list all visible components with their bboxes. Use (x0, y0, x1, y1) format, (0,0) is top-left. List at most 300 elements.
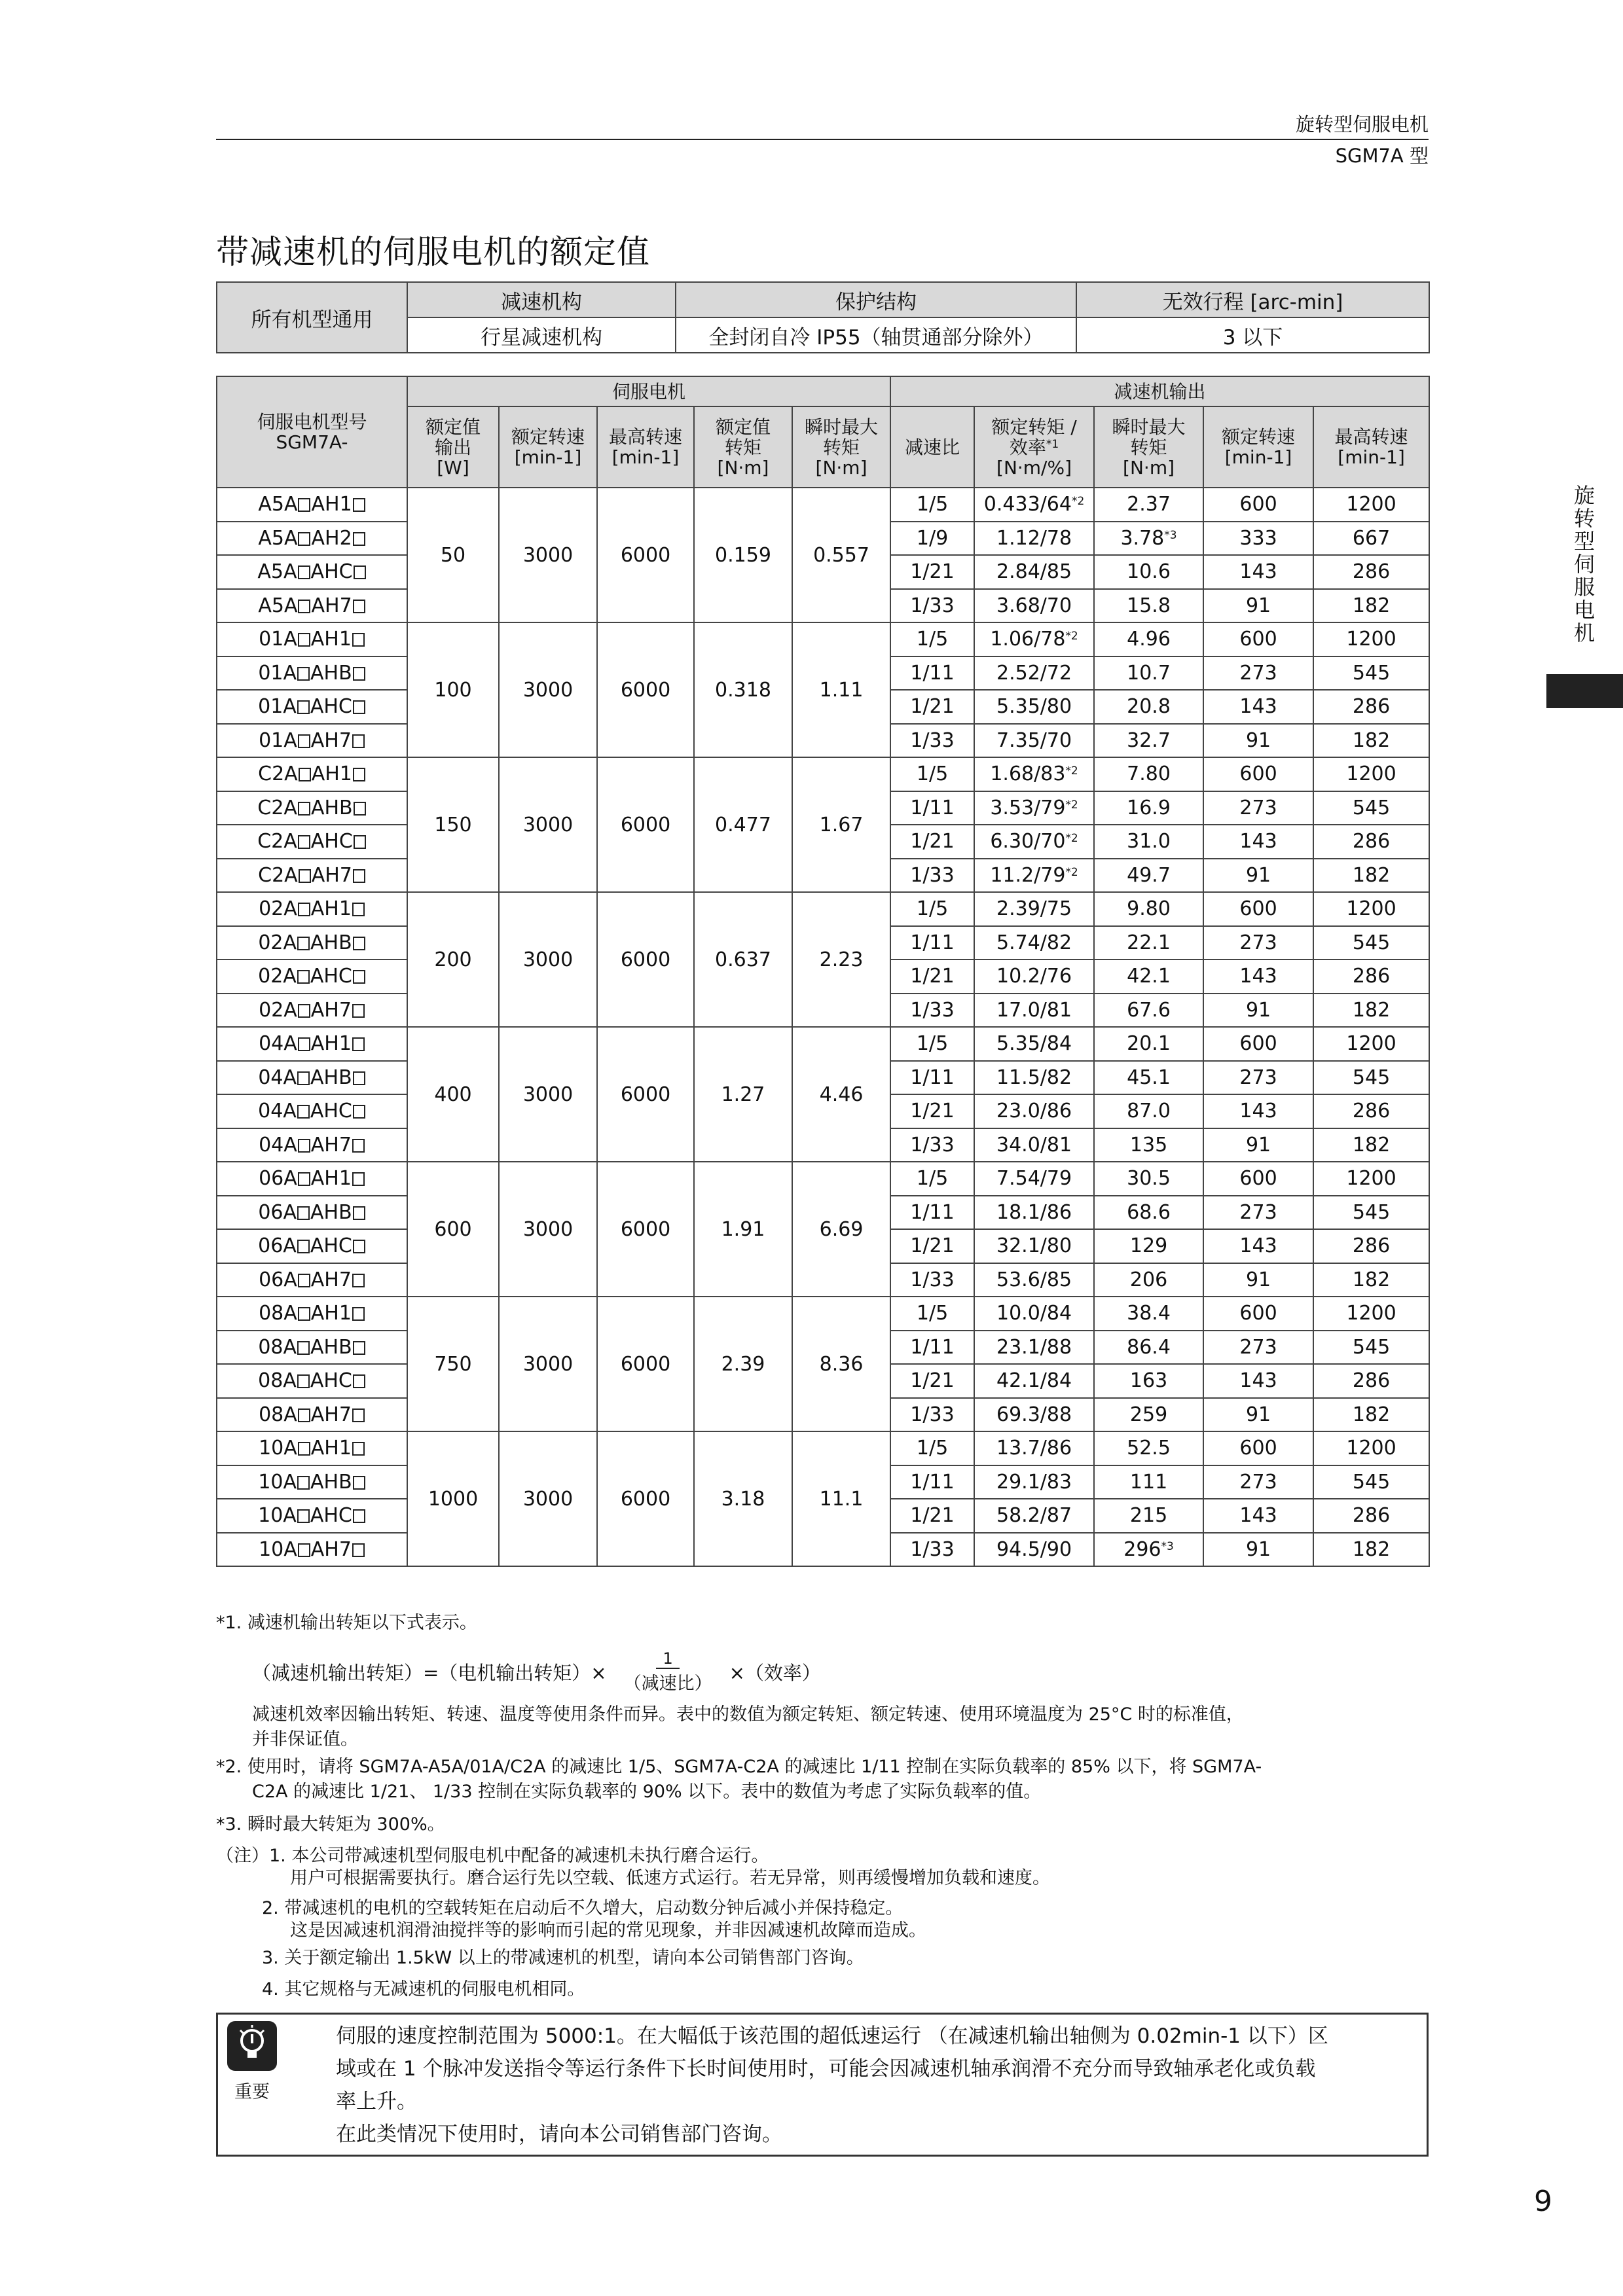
col-rated-speed-l2: [min-1] (514, 446, 582, 468)
gear-peak-cell (1094, 1499, 1203, 1533)
col-gear-peak-l2: 转矩 (1130, 436, 1167, 458)
footnote-marker: *3 (1164, 528, 1177, 542)
model-prefix: 04A (259, 1032, 297, 1056)
model-suffix: AHB (310, 1470, 352, 1494)
model-prefix: 06A (258, 1234, 297, 1258)
gear-max-speed-cell: 545 (1313, 1331, 1429, 1365)
torque-efficiency-value: 5.35/84 (996, 1032, 1072, 1056)
placeholder-square-icon (298, 802, 310, 816)
col-peak-torque-l2: 转矩 (823, 436, 860, 458)
col-model-line1: 伺服电机型号 (257, 411, 367, 433)
col-gear-max-speed-l2: [min-1] (1338, 446, 1405, 468)
col-gear-peak (1094, 406, 1203, 488)
placeholder-square-icon (298, 498, 310, 512)
gear-rated-speed-cell: 273 (1203, 1331, 1313, 1365)
gear-peak-value: 10.7 (1127, 661, 1171, 685)
torque-efficiency-cell (974, 1061, 1094, 1095)
important-line2: 域或在 1 个脉冲发送指令等运行条件下长时间使用时，可能会因减速机轴承润滑不充分而导致轴承老化或负载 (336, 2057, 1316, 2081)
torque-efficiency-cell (974, 960, 1094, 994)
rated-speed-cell: 3000 (499, 1297, 597, 1431)
col-rated-torque (694, 406, 792, 488)
placeholder-square-icon (352, 1172, 365, 1186)
gear-rated-speed-cell: 600 (1203, 1297, 1313, 1331)
model-cell (217, 724, 407, 758)
col-peak-torque-l1: 瞬时最大 (805, 416, 879, 438)
col-gear-peak-l3: [N·m] (1123, 456, 1175, 478)
torque-efficiency-value: 5.74/82 (996, 931, 1072, 954)
gear-peak-cell (1094, 522, 1203, 556)
placeholder-square-icon (297, 700, 310, 714)
torque-efficiency-value: 2.52/72 (996, 661, 1072, 685)
torque-efficiency-cell (974, 757, 1094, 791)
gear-peak-value: 9.80 (1127, 897, 1171, 921)
model-prefix: 01A (258, 695, 297, 719)
torque-efficiency-cell (974, 1162, 1094, 1196)
gear-rated-speed-cell: 143 (1203, 690, 1313, 724)
model-prefix: C2A (258, 863, 298, 887)
torque-efficiency-value: 2.84/85 (996, 560, 1072, 584)
torque-efficiency-cell (974, 1331, 1094, 1365)
model-prefix: 06A (258, 1200, 297, 1224)
gear-rated-speed-cell: 143 (1203, 1364, 1313, 1398)
group-motor: 伺服电机 (407, 376, 890, 406)
torque-efficiency-value: 11.5/82 (996, 1066, 1072, 1089)
gear-max-speed-cell: 1200 (1313, 1431, 1429, 1465)
important-label: 重要 (234, 2082, 270, 2102)
placeholder-square-icon (353, 1206, 365, 1220)
gear-max-speed-cell: 286 (1313, 1364, 1429, 1398)
model-prefix: 01A (259, 628, 297, 651)
footnote-marker: *2 (1065, 865, 1078, 879)
table-row (217, 622, 1429, 656)
model-prefix: 02A (258, 965, 297, 988)
placeholder-square-icon (298, 1543, 310, 1557)
gear-peak-cell (1094, 926, 1203, 960)
gear-max-speed-cell: 286 (1313, 960, 1429, 994)
footnote-2-line2: C2A 的减速比 1/21、 1/33 控制在实际负载率的 90% 以下。表中的数值为考虑了实际负载率的值。 (252, 1782, 1042, 1802)
placeholder-square-icon (297, 937, 310, 950)
placeholder-square-icon (353, 1105, 365, 1119)
model-cell (217, 960, 407, 994)
rated-torque-cell: 1.91 (694, 1162, 792, 1297)
torque-efficiency-cell (974, 522, 1094, 556)
gear-rated-speed-cell: 600 (1203, 1431, 1313, 1465)
torque-efficiency-value: 1.68/83 (990, 762, 1066, 786)
gear-peak-cell (1094, 1398, 1203, 1432)
col-output-l3: [W] (437, 456, 469, 478)
gear-max-speed-cell: 182 (1313, 1263, 1429, 1297)
gear-rated-speed-cell: 143 (1203, 960, 1313, 994)
peak-torque-cell: 0.557 (792, 488, 890, 622)
placeholder-square-icon (354, 565, 366, 579)
gear-peak-cell (1094, 1128, 1203, 1162)
gear-rated-speed-cell: 143 (1203, 1229, 1313, 1263)
torque-formula (252, 1649, 821, 1695)
placeholder-square-icon (353, 532, 365, 546)
col-max-speed-l1: 最高转速 (608, 426, 682, 448)
model-prefix: C2A (257, 796, 297, 819)
torque-efficiency-cell (974, 994, 1094, 1028)
model-cell (217, 825, 407, 859)
model-suffix: AHC (310, 695, 352, 719)
model-suffix: AH1 (310, 1302, 352, 1325)
common-row-label: 所有机型通用 (217, 282, 407, 353)
model-prefix: A5A (258, 526, 298, 550)
placeholder-square-icon (297, 1374, 310, 1388)
torque-efficiency-cell (974, 656, 1094, 691)
gear-rated-speed-cell: 91 (1203, 1263, 1313, 1297)
placeholder-square-icon (299, 869, 311, 883)
ratio-cell: 1/9 (890, 522, 974, 556)
peak-torque-cell: 1.67 (792, 757, 890, 892)
footnote-3: *3. 瞬时最大转矩为 300%。 (216, 1814, 445, 1835)
max-speed-cell: 6000 (597, 1431, 694, 1566)
gear-peak-cell (1094, 892, 1203, 926)
gear-peak-value: 68.6 (1127, 1200, 1171, 1224)
formula-fraction (617, 1649, 719, 1695)
model-suffix: AHC (310, 560, 353, 584)
gear-rated-speed-cell: 143 (1203, 555, 1313, 589)
placeholder-square-icon (353, 970, 365, 984)
model-cell (217, 926, 407, 960)
gear-peak-value: 67.6 (1127, 998, 1171, 1022)
model-prefix: A5A (257, 560, 297, 584)
col-gear-max-speed-l1: 最高转速 (1334, 426, 1408, 448)
torque-efficiency-cell (974, 1094, 1094, 1128)
gear-rated-speed-cell: 600 (1203, 488, 1313, 522)
ratio-cell: 1/5 (890, 892, 974, 926)
rating-table (216, 376, 1430, 1567)
torque-efficiency-cell (974, 1398, 1094, 1432)
important-line1: 伺服的速度控制范围为 5000:1。在大幅低于该范围的超低速运行 （在减速机输出轴侧为 0.02min-1 以下）区 (336, 2024, 1328, 2048)
rated-speed-cell: 3000 (499, 1431, 597, 1566)
ratio-cell: 1/21 (890, 960, 974, 994)
gear-peak-cell (1094, 994, 1203, 1028)
model-cell (217, 1196, 407, 1230)
gear-peak-cell (1094, 1431, 1203, 1465)
peak-torque-cell: 1.11 (792, 622, 890, 757)
ratio-cell: 1/11 (890, 791, 974, 825)
gear-peak-cell (1094, 960, 1203, 994)
gear-peak-value: 3.78 (1120, 526, 1165, 550)
footnote-1-line2: 减速机效率因输出转矩、转速、温度等使用条件而异。表中的数值为额定转矩、额定转速、使用环境温度为 25°C 时的标准值， (252, 1704, 1244, 1725)
gear-peak-cell (1094, 724, 1203, 758)
common-header-protection: 保护结构 (676, 282, 1076, 317)
gear-peak-cell (1094, 1263, 1203, 1297)
gear-max-speed-cell: 1200 (1313, 488, 1429, 522)
model-suffix: AHB (310, 1066, 352, 1089)
gear-rated-speed-cell: 600 (1203, 1162, 1313, 1196)
rated-torque-cell: 1.27 (694, 1027, 792, 1162)
max-speed-cell: 6000 (597, 1027, 694, 1162)
model-suffix: AHB (310, 931, 352, 954)
model-prefix: A5A (258, 493, 298, 516)
model-suffix: AH7 (310, 998, 352, 1022)
gear-peak-cell (1094, 757, 1203, 791)
gear-rated-speed-cell: 91 (1203, 859, 1313, 893)
gear-max-speed-cell: 182 (1313, 994, 1429, 1028)
torque-efficiency-value: 29.1/83 (996, 1470, 1072, 1494)
placeholder-square-icon (298, 734, 310, 748)
model-suffix: AH1 (310, 897, 352, 921)
common-header-mechanism: 减速机构 (407, 282, 676, 317)
model-cell (217, 690, 407, 724)
placeholder-square-icon (298, 532, 310, 546)
table-row (217, 757, 1429, 791)
gear-rated-speed-cell: 143 (1203, 1499, 1313, 1533)
rating-table-body (217, 488, 1429, 1566)
gear-max-speed-cell: 1200 (1313, 892, 1429, 926)
torque-efficiency-value: 69.3/88 (996, 1403, 1072, 1426)
model-cell (217, 1533, 407, 1567)
torque-efficiency-value: 2.39/75 (996, 897, 1072, 921)
important-line3: 率上升。 (336, 2090, 417, 2113)
col-output-l1: 额定值 (425, 416, 481, 438)
gear-max-speed-cell: 286 (1313, 1229, 1429, 1263)
gear-peak-value: 32.7 (1127, 728, 1171, 752)
placeholder-square-icon (352, 1442, 365, 1456)
model-prefix: 04A (258, 1100, 297, 1123)
col-model (217, 376, 407, 488)
col-peak-torque-l3: [N·m] (815, 456, 867, 478)
col-rated-torque-l2: 转矩 (724, 436, 761, 458)
rated-torque-cell: 0.477 (694, 757, 792, 892)
ratio-cell: 1/33 (890, 1263, 974, 1297)
table-row (217, 1431, 1429, 1465)
model-suffix: AH1 (310, 1032, 352, 1056)
ratio-cell: 1/21 (890, 1499, 974, 1533)
col-gear-torque-l3: [N·m/%] (996, 456, 1072, 478)
col-output (407, 406, 499, 488)
ratio-cell: 1/33 (890, 859, 974, 893)
torque-efficiency-cell (974, 791, 1094, 825)
placeholder-square-icon (353, 1374, 365, 1388)
model-suffix: AHB (310, 1200, 352, 1224)
model-suffix: AHC (310, 965, 352, 988)
note-1b: 用户可根据需要执行。磨合运行先以空载、低速方式运行。若无异常，则再缓慢增加负载和速度。 (290, 1868, 1050, 1888)
model-prefix: 06A (259, 1268, 297, 1291)
torque-efficiency-value: 23.0/86 (996, 1100, 1072, 1123)
model-cell (217, 488, 407, 522)
page-number: 9 (1534, 2185, 1552, 2218)
model-suffix: AHC (310, 1234, 352, 1258)
model-suffix: AH7 (311, 594, 352, 617)
model-suffix: AH7 (310, 1268, 352, 1291)
model-suffix: AH7 (310, 728, 352, 752)
section-title: 带减速机的伺服电机的额定值 (216, 233, 650, 271)
torque-efficiency-cell (974, 1533, 1094, 1567)
gear-peak-value: 296 (1123, 1537, 1161, 1561)
gear-peak-cell (1094, 488, 1203, 522)
ratio-cell: 1/5 (890, 1027, 974, 1061)
torque-efficiency-cell (974, 1465, 1094, 1499)
output-cell: 50 (407, 488, 499, 622)
model-cell (217, 791, 407, 825)
common-value-backlash: 3 以下 (1076, 317, 1429, 353)
important-line4: 在此类情况下使用时，请向本公司销售部门咨询。 (336, 2123, 782, 2146)
col-peak-torque (792, 406, 890, 488)
gear-rated-speed-cell: 273 (1203, 926, 1313, 960)
torque-efficiency-cell (974, 690, 1094, 724)
formula-numerator: 1 (656, 1649, 679, 1669)
peak-torque-cell: 2.23 (792, 892, 890, 1027)
placeholder-square-icon (354, 835, 366, 849)
gear-peak-value: 22.1 (1127, 931, 1171, 954)
gear-max-speed-cell: 1200 (1313, 622, 1429, 656)
placeholder-square-icon (297, 1240, 310, 1253)
gear-rated-speed-cell: 91 (1203, 589, 1313, 623)
torque-efficiency-cell (974, 926, 1094, 960)
model-cell (217, 892, 407, 926)
model-suffix: AH1 (310, 628, 352, 651)
placeholder-square-icon (297, 1071, 310, 1085)
col-gear-rated-speed-l1: 额定转速 (1222, 426, 1296, 448)
header-title: 旋转型伺服电机 (1295, 113, 1429, 135)
model-suffix: AH7 (310, 1133, 352, 1157)
model-suffix: AH7 (310, 1403, 352, 1426)
rated-torque-cell: 3.18 (694, 1431, 792, 1566)
footnote-marker: *2 (1065, 832, 1078, 846)
model-cell (217, 1398, 407, 1432)
model-cell (217, 1297, 407, 1331)
gear-peak-value: 42.1 (1127, 965, 1171, 988)
ratio-cell: 1/11 (890, 656, 974, 691)
gear-peak-cell (1094, 1162, 1203, 1196)
placeholder-square-icon (352, 1139, 365, 1153)
placeholder-square-icon (298, 1004, 310, 1018)
model-prefix: 10A (259, 1437, 297, 1460)
placeholder-square-icon (353, 1509, 365, 1523)
model-prefix: 08A (259, 1403, 297, 1426)
side-label: 旋转型伺服电机 (1571, 484, 1596, 645)
gear-peak-value: 15.8 (1127, 594, 1171, 617)
model-suffix: AHB (310, 796, 353, 819)
gear-max-speed-cell: 286 (1313, 1499, 1429, 1533)
gear-peak-cell (1094, 622, 1203, 656)
placeholder-square-icon (352, 1274, 365, 1287)
gear-rated-speed-cell: 273 (1203, 1196, 1313, 1230)
ratio-cell: 1/11 (890, 1331, 974, 1365)
torque-efficiency-value: 32.1/80 (996, 1234, 1072, 1258)
gear-peak-value: 86.4 (1127, 1335, 1171, 1359)
model-cell (217, 589, 407, 623)
header-rule (216, 139, 1429, 140)
gear-rated-speed-cell: 91 (1203, 724, 1313, 758)
gear-max-speed-cell: 286 (1313, 555, 1429, 589)
torque-efficiency-value: 34.0/81 (996, 1133, 1072, 1157)
model-prefix: 10A (259, 1537, 297, 1561)
gear-peak-value: 16.9 (1127, 796, 1171, 819)
col-model-line2: SGM7A- (276, 431, 348, 453)
torque-efficiency-value: 5.35/80 (996, 695, 1072, 719)
max-speed-cell: 6000 (597, 1297, 694, 1431)
placeholder-square-icon (298, 565, 310, 579)
group-gear: 减速机输出 (890, 376, 1429, 406)
col-gear-rated-speed (1203, 406, 1313, 488)
torque-efficiency-value: 10.0/84 (996, 1302, 1072, 1325)
footnote-1-line3: 并非保证值。 (252, 1729, 358, 1749)
gear-peak-cell (1094, 791, 1203, 825)
output-cell: 100 (407, 622, 499, 757)
placeholder-square-icon (297, 1105, 310, 1119)
col-rated-speed-l1: 额定转速 (511, 426, 585, 448)
gear-peak-value: 2.37 (1127, 493, 1171, 516)
torque-efficiency-cell (974, 1027, 1094, 1061)
torque-efficiency-value: 13.7/86 (996, 1437, 1072, 1460)
torque-efficiency-value: 0.433/64 (983, 493, 1072, 516)
col-ratio: 减速比 (890, 406, 974, 488)
footnote-2-line1: *2. 使用时，请将 SGM7A-A5A/01A/C2A 的减速比 1/5、SGM7A-C2A 的减速比 1/11 控制在实际负载率的 85% 以下，将 SGM7A- (216, 1757, 1262, 1777)
ratio-cell: 1/21 (890, 690, 974, 724)
gear-rated-speed-cell: 273 (1203, 1061, 1313, 1095)
gear-rated-speed-cell: 333 (1203, 522, 1313, 556)
max-speed-cell: 6000 (597, 622, 694, 757)
ratio-cell: 1/5 (890, 622, 974, 656)
placeholder-square-icon (353, 937, 365, 950)
gear-max-speed-cell: 286 (1313, 825, 1429, 859)
torque-efficiency-value: 3.53/79 (990, 796, 1066, 819)
model-prefix: 08A (259, 1302, 297, 1325)
model-prefix: 04A (259, 1133, 297, 1157)
peak-torque-cell: 4.46 (792, 1027, 890, 1162)
output-cell: 150 (407, 757, 499, 892)
model-cell (217, 622, 407, 656)
gear-peak-cell (1094, 1364, 1203, 1398)
ratio-cell: 1/21 (890, 825, 974, 859)
gear-peak-cell (1094, 1331, 1203, 1365)
gear-max-speed-cell: 286 (1313, 1094, 1429, 1128)
col-gear-max-speed (1313, 406, 1429, 488)
ratio-cell: 1/33 (890, 589, 974, 623)
model-suffix: AHC (310, 1100, 352, 1123)
gear-peak-cell (1094, 1061, 1203, 1095)
torque-efficiency-cell (974, 1297, 1094, 1331)
gear-peak-cell (1094, 1465, 1203, 1499)
ratio-cell: 1/11 (890, 1061, 974, 1095)
gear-peak-cell (1094, 1094, 1203, 1128)
placeholder-square-icon (298, 1442, 310, 1456)
torque-efficiency-cell (974, 1364, 1094, 1398)
torque-efficiency-value: 42.1/84 (996, 1369, 1072, 1393)
rated-speed-cell: 3000 (499, 892, 597, 1027)
ratio-cell: 1/11 (890, 926, 974, 960)
gear-peak-value: 163 (1129, 1369, 1168, 1393)
gear-rated-speed-cell: 91 (1203, 1533, 1313, 1567)
col-gear-rated-speed-l2: [min-1] (1224, 446, 1292, 468)
placeholder-square-icon (352, 633, 365, 647)
gear-peak-value: 215 (1129, 1504, 1168, 1528)
model-prefix: 08A (258, 1369, 297, 1393)
footnote-1: *1. 减速机输出转矩以下式表示。 (216, 1613, 477, 1633)
rated-speed-cell: 3000 (499, 1162, 597, 1297)
placeholder-square-icon (353, 1071, 365, 1085)
placeholder-square-icon (298, 633, 310, 647)
gear-max-speed-cell: 1200 (1313, 1162, 1429, 1196)
torque-efficiency-value: 53.6/85 (996, 1268, 1072, 1291)
gear-rated-speed-cell: 91 (1203, 994, 1313, 1028)
ratio-cell: 1/5 (890, 1431, 974, 1465)
torque-efficiency-cell (974, 1499, 1094, 1533)
ratio-cell: 1/33 (890, 1398, 974, 1432)
placeholder-square-icon (353, 869, 365, 883)
gear-peak-cell (1094, 1229, 1203, 1263)
gear-peak-value: 129 (1129, 1234, 1168, 1258)
rated-torque-cell: 0.318 (694, 622, 792, 757)
ratio-cell: 1/21 (890, 1094, 974, 1128)
placeholder-square-icon (352, 1004, 365, 1018)
torque-efficiency-value: 7.54/79 (996, 1167, 1072, 1191)
col-gear-torque (974, 406, 1094, 488)
